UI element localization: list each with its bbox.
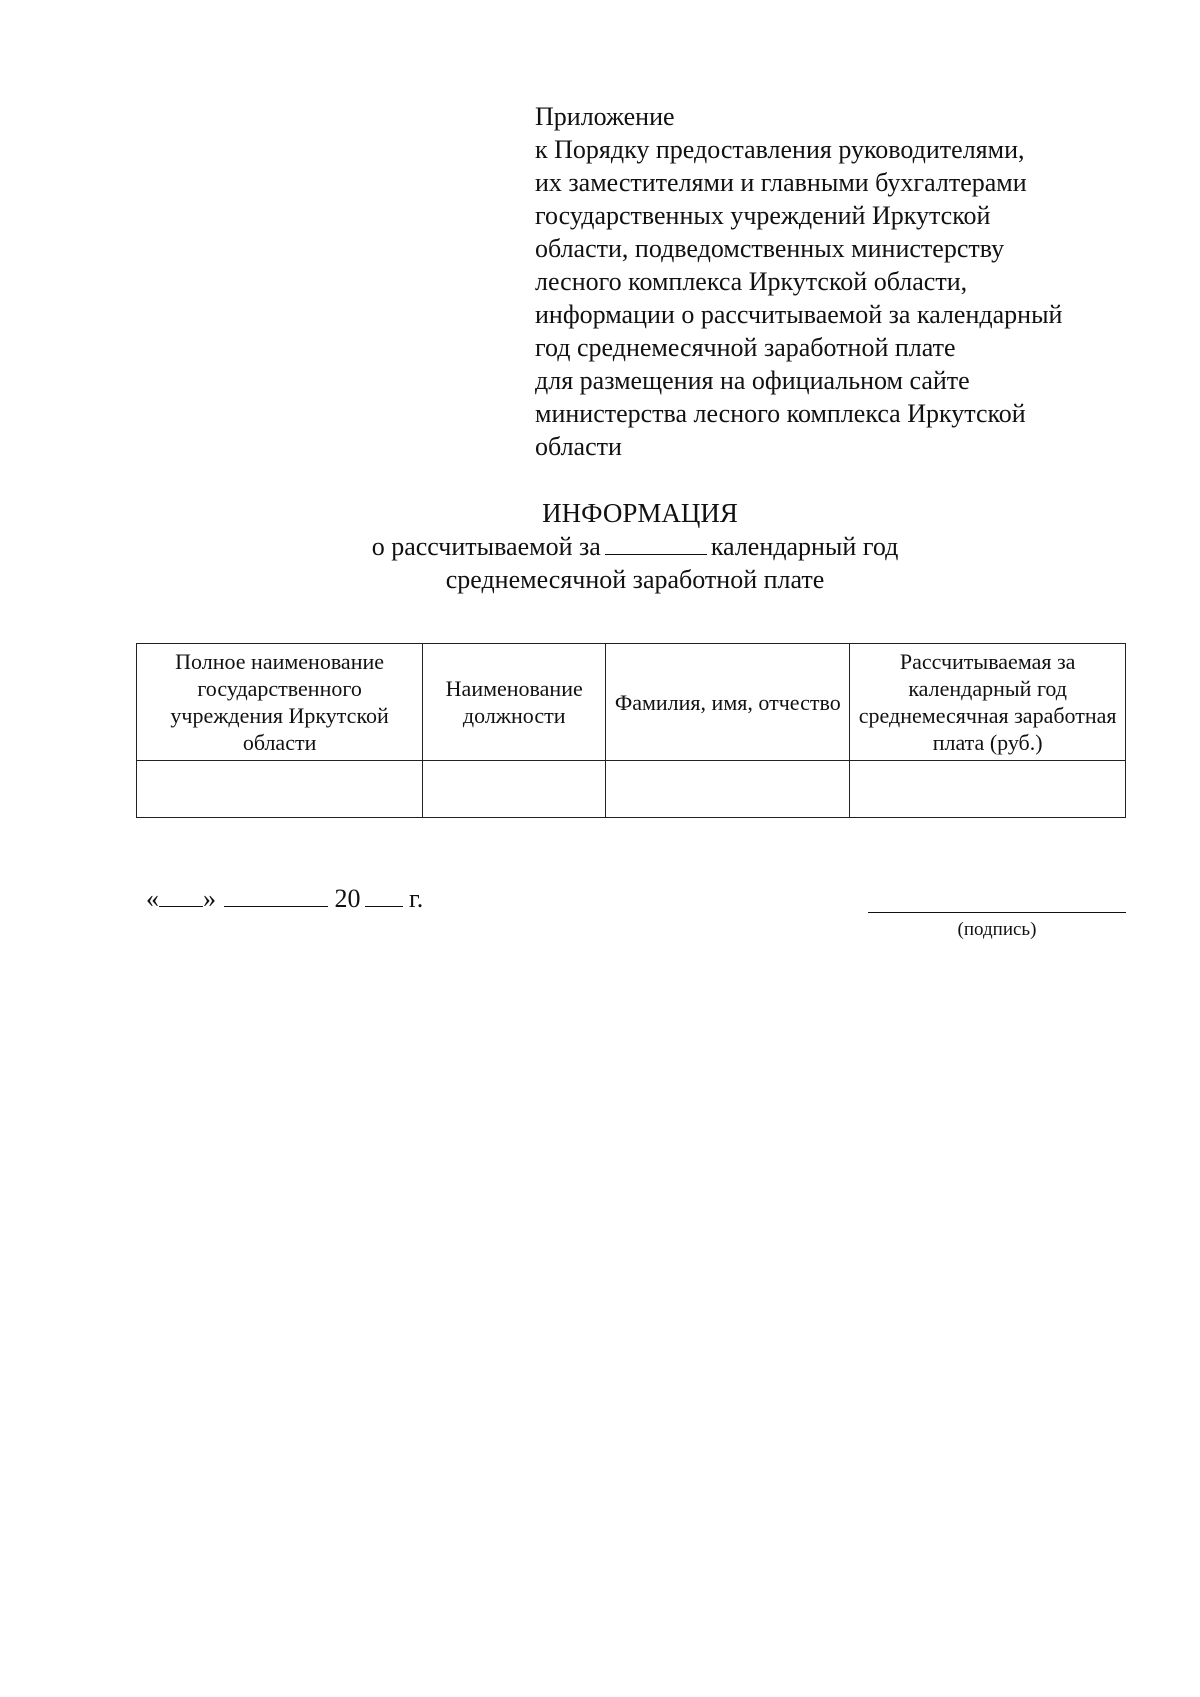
year-suffix-blank-field[interactable] [365, 884, 403, 907]
signature-line[interactable] [868, 912, 1126, 913]
year-prefix: 20 [334, 884, 361, 913]
appendix-block [535, 100, 1135, 463]
document-subtitle [0, 531, 1200, 563]
subtitle-text-after: календарный год [710, 532, 899, 561]
appendix-line: лесного комплекса Иркутской области, [535, 267, 968, 296]
date-line [146, 883, 423, 915]
appendix-line: год среднемесячной заработной плате [535, 333, 956, 362]
month-blank-field[interactable] [224, 884, 328, 907]
cell-full-name[interactable] [606, 761, 850, 818]
quote-close: » [203, 884, 216, 913]
header-position-name: Наименование должности [423, 644, 606, 761]
subtitle-text-before: о рассчитываемой за [371, 532, 601, 561]
header-full-name: Фамилия, имя, отчество [606, 644, 850, 761]
signature-label: (подпись) [957, 919, 1037, 940]
header-average-salary: Рассчитываемая за календарный год среднемесячная заработная плата (руб.) [850, 644, 1126, 761]
appendix-line: для размещения на официальном сайте [535, 366, 970, 395]
salary-info-table [136, 643, 1126, 818]
year-suffix: г. [409, 884, 424, 913]
appendix-line: области [535, 432, 622, 461]
cell-position-name[interactable] [423, 761, 606, 818]
year-blank-field[interactable] [605, 532, 707, 555]
appendix-line: Приложение [535, 102, 675, 131]
appendix-line: их заместителями и главными бухгалтерами [535, 168, 1027, 197]
appendix-line: к Порядку предоставления руководителями, [535, 135, 1025, 164]
appendix-line: информации о рассчитываемой за календарный [535, 300, 1063, 329]
header-institution-name: Полное наименование государственного учреждения Иркутской области [137, 644, 423, 761]
appendix-line: министерства лесного комплекса Иркутской [535, 399, 1026, 428]
document-subtitle-line2: среднемесячной заработной плате [445, 565, 825, 594]
appendix-line: государственных учреждений Иркутской [535, 201, 991, 230]
day-blank-field[interactable] [159, 884, 203, 907]
appendix-line: области, подведомственных министерству [535, 234, 1005, 263]
document-title: ИНФОРМАЦИЯ [542, 498, 738, 528]
quote-open: « [146, 884, 159, 913]
cell-average-salary[interactable] [850, 761, 1126, 818]
table-row [137, 761, 1126, 818]
table-header-row [137, 644, 1126, 761]
cell-institution-name[interactable] [137, 761, 423, 818]
